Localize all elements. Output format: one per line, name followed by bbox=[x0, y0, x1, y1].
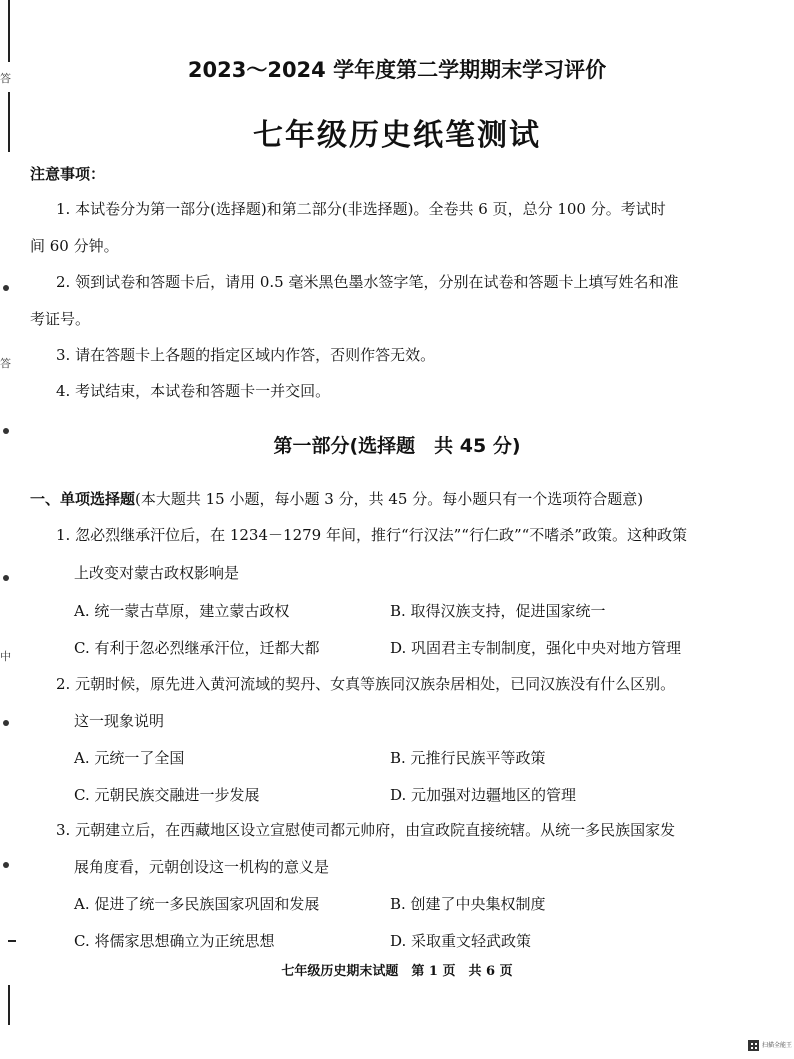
question-2-stem-cont: 这一现象说明 bbox=[74, 712, 165, 730]
binding-line-bottom bbox=[8, 940, 16, 942]
question-1-stem-cont: 上改变对蒙古政权影响是 bbox=[74, 564, 240, 582]
question-3-option-a: A. 促进了统一多民族国家巩固和发展 bbox=[74, 895, 320, 913]
notice-item-1-cont: 间 60 分钟。 bbox=[30, 237, 119, 255]
question-type bbox=[30, 488, 643, 509]
question-1-option-c: C. 有利于忽必烈继承汗位，迁都大都 bbox=[74, 639, 320, 657]
notice-item-2-cont: 考证号。 bbox=[30, 310, 91, 328]
question-2-stem: 2. 元朝时候，原先进入黄河流域的契丹、女真等族同汉族杂居相处，已同汉族没有什么区别。 bbox=[56, 675, 676, 693]
question-type-label: 一、单项选择题 bbox=[30, 490, 136, 508]
question-1-stem: 1. 忽必烈继承汗位后，在 1234－1279 年间，推行“行汉法”“行仁政”“不嗜杀”政策。这种政策 bbox=[56, 526, 687, 544]
margin-char: 中 bbox=[0, 650, 11, 663]
question-2-option-a: A. 元统一了全国 bbox=[74, 749, 185, 767]
scanner-watermark: 扫描全能王 bbox=[762, 1042, 793, 1049]
question-1-option-a: A. 统一蒙古草原，建立蒙古政权 bbox=[74, 602, 290, 620]
exam-title: 2023～2024 学年度第二学期期末学习评价 bbox=[187, 58, 607, 82]
binding-line-top bbox=[8, 0, 10, 62]
page-footer: 七年级历史期末试题 第 1 页 共 6 页 bbox=[281, 964, 513, 979]
binding-hole bbox=[3, 862, 9, 868]
section-heading: 第一部分(选择题 共 45 分) bbox=[273, 435, 521, 457]
qr-code-icon bbox=[748, 1040, 759, 1051]
question-2-option-c: C. 元朝民族交融进一步发展 bbox=[74, 786, 260, 804]
question-3-option-b: B. 创建了中央集权制度 bbox=[390, 895, 546, 913]
question-3-option-c: C. 将儒家思想确立为正统思想 bbox=[74, 932, 275, 950]
notice-heading: 注意事项： bbox=[30, 165, 106, 183]
notice-item-2: 2. 领到试卷和答题卡后，请用 0.5 毫米黑色墨水签字笔，分别在试卷和答题卡上填写姓名和准 bbox=[56, 273, 679, 291]
binding-hole bbox=[3, 285, 9, 291]
question-1-option-b: B. 取得汉族支持，促进国家统一 bbox=[390, 602, 606, 620]
question-2-option-b: B. 元推行民族平等政策 bbox=[390, 749, 546, 767]
binding-line-lower bbox=[8, 985, 10, 1025]
margin-char: 答 bbox=[0, 72, 11, 85]
binding-hole bbox=[3, 720, 9, 726]
question-3-stem-cont: 展角度看，元朝创设这一机构的意义是 bbox=[74, 858, 330, 876]
margin-char: 答 bbox=[0, 357, 11, 370]
notice-item-3: 3. 请在答题卡上各题的指定区域内作答，否则作答无效。 bbox=[56, 346, 436, 364]
binding-hole bbox=[3, 575, 9, 581]
question-1-option-d: D. 巩固君主专制制度，强化中央对地方管理 bbox=[390, 639, 682, 657]
question-2-option-d: D. 元加强对边疆地区的管理 bbox=[390, 786, 577, 804]
question-3-option-d: D. 采取重文轻武政策 bbox=[390, 932, 532, 950]
question-type-desc: (本大题共 15 小题，每小题 3 分，共 45 分。每小题只有一个选项符合题意) bbox=[135, 490, 644, 508]
notice-item-1: 1. 本试卷分为第一部分(选择题)和第二部分(非选择题)。全卷共 6 页，总分 100 分。考试时 bbox=[56, 200, 666, 218]
exam-subtitle: 七年级历史纸笔测试 bbox=[253, 118, 541, 153]
question-3-stem: 3. 元朝建立后，在西藏地区设立宣慰使司都元帅府，由宣政院直接统辖。从统一多民族国家发 bbox=[56, 821, 676, 839]
notice-item-4: 4. 考试结束，本试卷和答题卡一并交回。 bbox=[56, 382, 331, 400]
